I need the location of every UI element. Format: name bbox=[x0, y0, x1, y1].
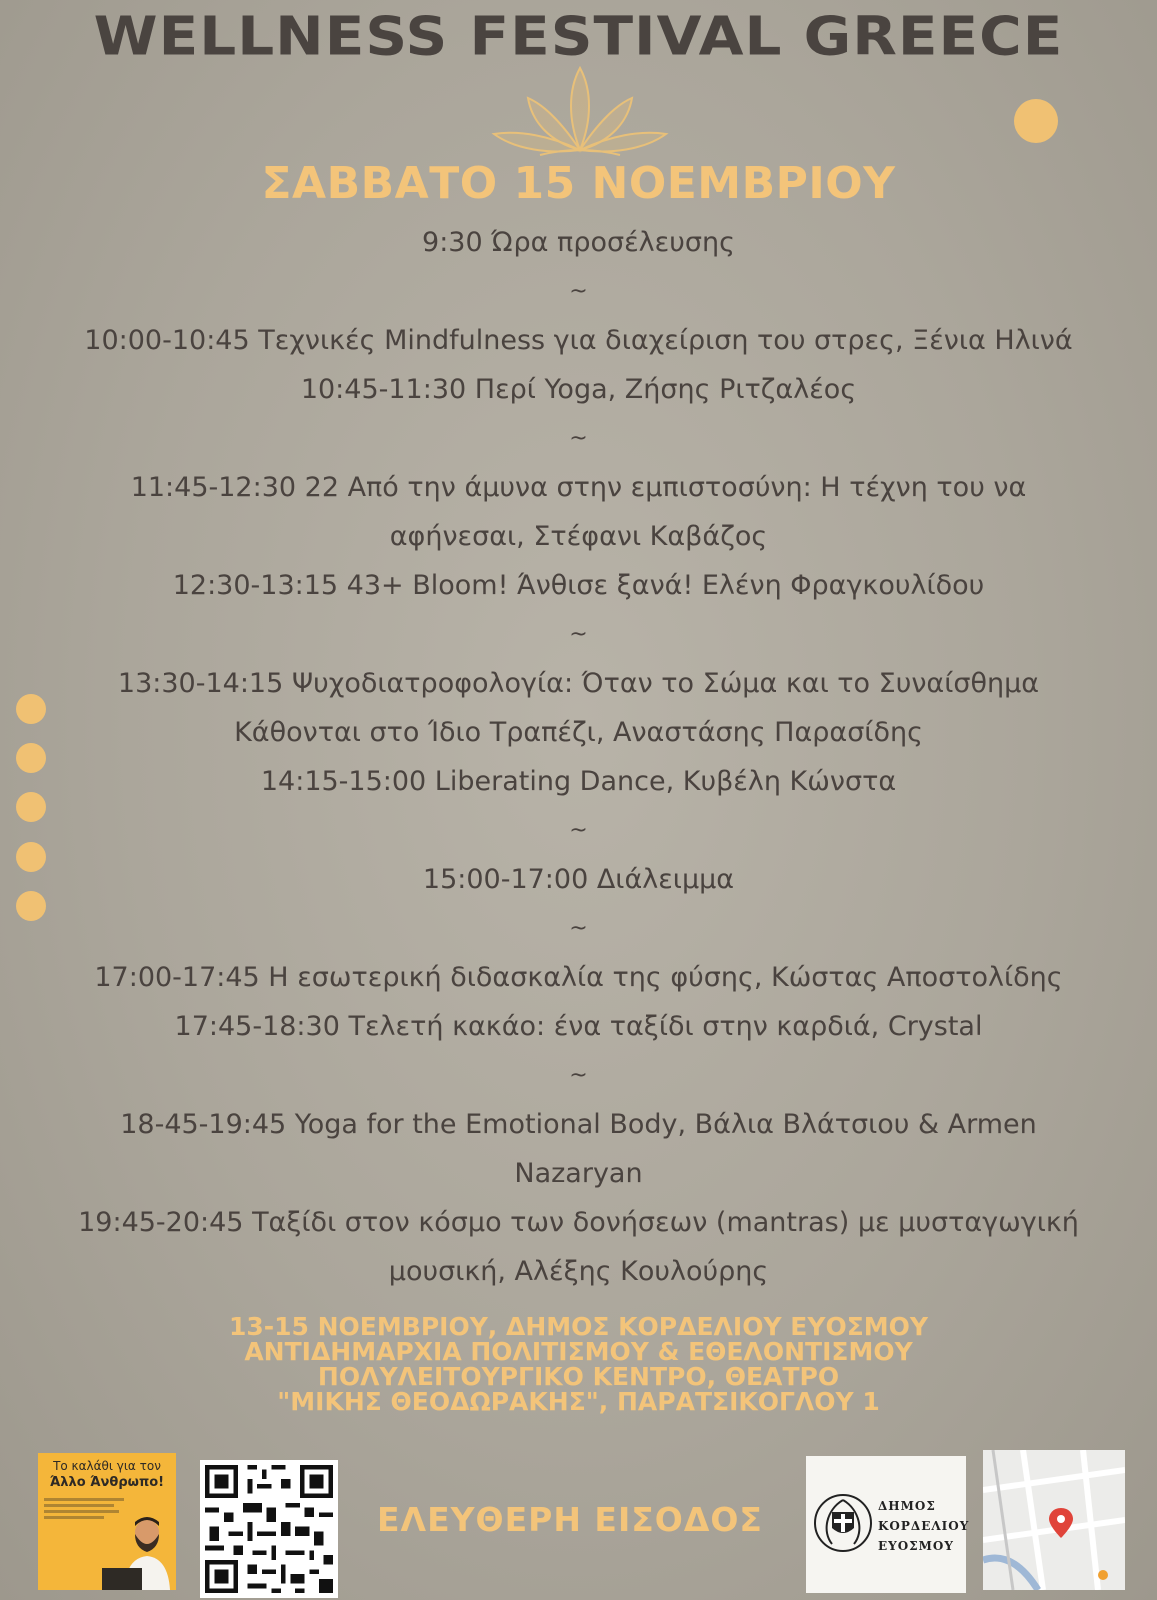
charity-basket-card bbox=[38, 1453, 176, 1590]
municipality-name: ΔΗΜΟΣ ΚΟΡΔΕΛΙΟΥ ΕΥΟΣΜΟΥ bbox=[878, 1499, 970, 1553]
lotus-icon bbox=[480, 60, 680, 160]
schedule-item: 17:00-17:45 Η εσωτερική διδασκαλία της φύσης, Κώστας Αποστολίδης bbox=[94, 962, 1063, 993]
venue-line: "ΜΙΚΗΣ ΘΕΟΔΩΡΑΚΗΣ", ΠΑΡΑΤΣΙΚΟΓΛΟΥ 1 bbox=[277, 1387, 880, 1416]
schedule-item: 14:15-15:00 Liberating Dance, Κυβέλη Κώνστα bbox=[260, 766, 897, 797]
festival-title: WELLNESS FESTIVAL GREECE bbox=[93, 4, 1064, 68]
schedule-item: μουσική, Αλέξης Κουλούρης bbox=[388, 1256, 769, 1287]
schedule-item: Κάθονται στο Ίδιο Τραπέζι, Αναστάσης Παρασίδης bbox=[234, 717, 923, 748]
schedule-item: 19:45-20:45 Ταξίδι στον κόσμο των δονήσεων (mantras) με μυσταγωγική bbox=[78, 1207, 1079, 1238]
municipality-logo bbox=[806, 1456, 970, 1593]
schedule-item: 9:30 Ώρα προσέλευσης bbox=[422, 227, 735, 258]
decorative-dot bbox=[1014, 99, 1058, 143]
location-map[interactable] bbox=[983, 1450, 1125, 1590]
free-entry-text: ΕΛΕΥΘΕΡΗ ΕΙΣΟΔΟΣ bbox=[377, 1500, 763, 1539]
footer bbox=[0, 1450, 1157, 1600]
venue-line: ΠΟΛΥΛΕΙΤΟΥΡΓΙΚΟ ΚΕΝΤΡΟ, ΘΕΑΤΡΟ bbox=[317, 1362, 840, 1391]
schedule-separator: ~ bbox=[569, 622, 588, 647]
schedule-item: 10:45-11:30 Περί Yoga, Ζήσης Ριτζαλέος bbox=[300, 374, 857, 405]
card-subtitle: Άλλο Άνθρωπο! bbox=[49, 1475, 165, 1490]
schedule-item: αφήνεσαι, Στέφανι Καβάζος bbox=[389, 521, 768, 552]
venue-line: 13-15 ΝΟΕΜΒΡΙΟΥ, ΔΗΜΟΣ ΚΟΡΔΕΛΙΟΥ ΕΥΟΣΜΟΥ bbox=[228, 1312, 929, 1341]
schedule-item: 18-45-19:45 Yoga for the Emotional Body, Βάλια Βλάτσιου & Armen bbox=[120, 1109, 1037, 1140]
venue-line: ΑΝΤΙΔΗΜΑΡΧΙΑ ΠΟΛΙΤΙΣΜΟΥ & ΕΘΕΛΟΝΤΙΣΜΟΥ bbox=[244, 1337, 913, 1366]
schedule-list bbox=[0, 218, 1157, 1296]
qr-code-icon[interactable] bbox=[200, 1460, 338, 1598]
man-illustration-icon bbox=[102, 1510, 172, 1590]
schedule-separator: ~ bbox=[569, 818, 588, 843]
schedule-item: 12:30-13:15 43+ Bloom! Άνθισε ξανά! Ελένη Φραγκουλίδου bbox=[172, 570, 985, 601]
schedule-separator: ~ bbox=[569, 279, 588, 304]
event-date: ΣΑΒΒΑΤΟ 15 ΝΟΕΜΒΡΙΟΥ bbox=[261, 158, 896, 209]
schedule-separator: ~ bbox=[569, 426, 588, 451]
schedule-item: Nazaryan bbox=[514, 1158, 643, 1189]
schedule-separator: ~ bbox=[569, 916, 588, 941]
card-title: Το καλάθι για τον bbox=[53, 1459, 161, 1473]
venue-info bbox=[0, 1314, 1157, 1414]
schedule-item: 13:30-14:15 Ψυχοδιατροφολογία: Όταν το Σώμα και το Συναίσθημα bbox=[117, 668, 1040, 699]
schedule-item: 10:00-10:45 Τεχνικές Mindfulness για διαχείριση του στρες, Ξένια Ηλινά bbox=[84, 325, 1073, 356]
schedule-item: 11:45-12:30 22 Από την άμυνα στην εμπιστοσύνη: Η τέχνη του να bbox=[130, 472, 1027, 503]
schedule-separator: ~ bbox=[569, 1063, 588, 1088]
schedule-item: 15:00-17:00 Διάλειμμα bbox=[422, 864, 735, 895]
greek-emblem-icon bbox=[812, 1492, 874, 1554]
schedule-item: 17:45-18:30 Τελετή κακάο: ένα ταξίδι στην καρδιά, Crystal bbox=[174, 1011, 983, 1042]
